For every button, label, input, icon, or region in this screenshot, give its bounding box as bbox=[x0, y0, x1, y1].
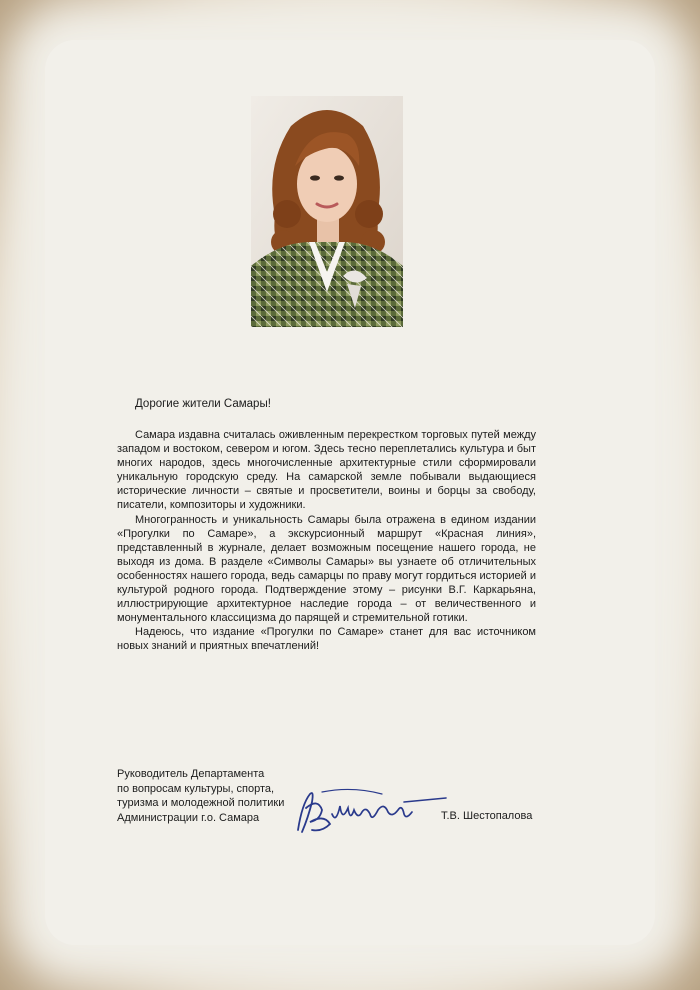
signer-name: Т.В. Шестопалова bbox=[441, 810, 533, 822]
letter-paragraph: Многогранность и уникальность Самары была отражена в едином издании «Прогулки по Самаре», а экскурсионный маршрут «Красная линия», представленный в журнале, делает возможным посещение нашего города, не выходя из дома. В разделе «Символы Самары» вы узнаете об отличительных особенностях нашего города, ведь самарцы по праву могут гордиться историей и культурой родного города. Подтверждение этому – рисунки В.Г. Каркарьяна, иллюстрирующие архитектурное наследие города – от величественного и монументального классицизма до парящей и стремительной готики. bbox=[117, 513, 536, 625]
handwritten-signature bbox=[292, 784, 452, 838]
letter-greeting: Дорогие жители Самары! bbox=[135, 398, 271, 410]
signer-title-line: туризма и молодежной политики bbox=[117, 797, 285, 809]
letter-paragraph: Самара издавна считалась оживленным перекрестком торговых путей между западом и востоком, севером и югом. Здесь тесно переплетались культура и быт многих народов, здесь многочисленные архитектурные стили сформировали уникальную городскую среду. На самарской земле побывали выдающиеся исторические личности – святые и просветители, воины и борцы за свободу, писатели, композиторы и художники. bbox=[117, 429, 536, 512]
letter-paragraph: Надеюсь, что издание «Прогулки по Самаре» станет для вас источником новых знаний и приятных впечатлений! bbox=[117, 626, 536, 653]
signer-title-line: по вопросам культуры, спорта, bbox=[117, 782, 275, 795]
signer-title-line: Администрации г.о. Самара bbox=[117, 811, 260, 824]
portrait-photo bbox=[251, 96, 403, 327]
signer-title bbox=[117, 767, 284, 825]
signer-title-line: Руководитель Департамента bbox=[117, 768, 265, 780]
letter-body bbox=[117, 428, 536, 654]
